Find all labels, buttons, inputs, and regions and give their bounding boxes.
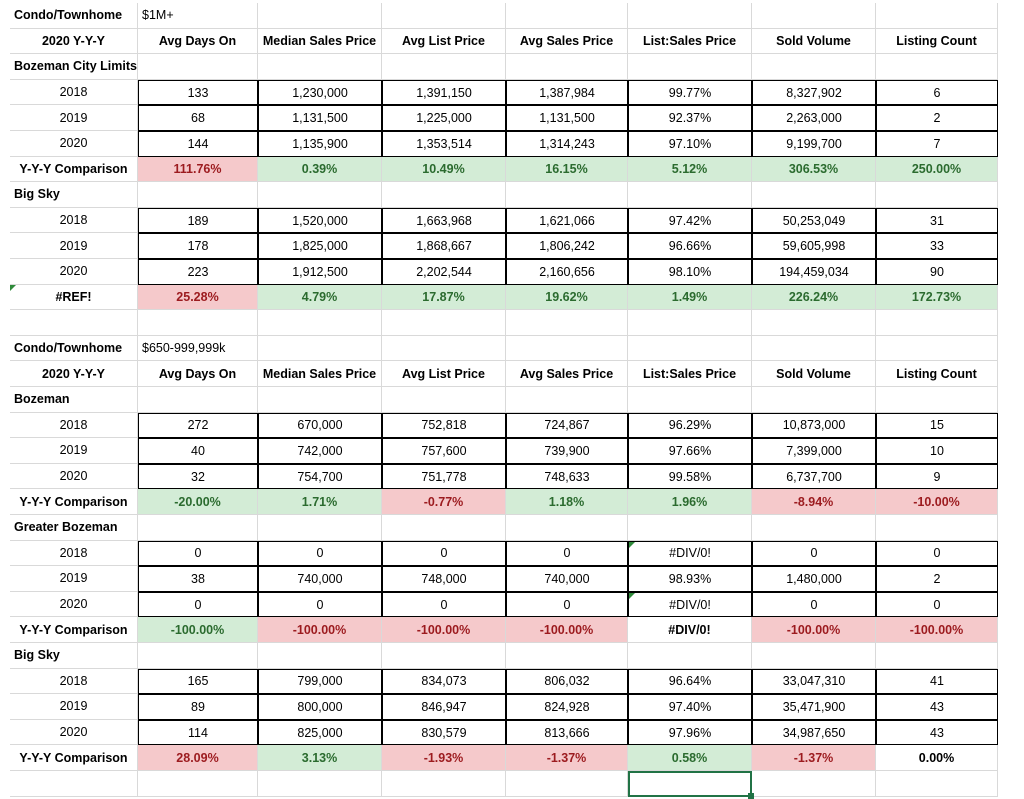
comparison-cell[interactable]: 28.09% (138, 745, 258, 771)
grid-cell[interactable] (876, 310, 998, 336)
grid-cell[interactable] (628, 54, 752, 80)
price-band-label[interactable]: $1M+ (138, 3, 258, 29)
area-name[interactable]: Big Sky (10, 182, 138, 208)
data-cell[interactable]: 740,000 (258, 566, 382, 592)
comparison-cell[interactable]: -1.93% (382, 745, 506, 771)
grid-cell[interactable] (628, 310, 752, 336)
grid-cell[interactable] (138, 387, 258, 413)
grid-cell[interactable] (752, 771, 876, 797)
data-cell[interactable]: 742,000 (258, 438, 382, 464)
data-cell[interactable]: 1,353,514 (382, 131, 506, 157)
grid-cell[interactable] (876, 54, 998, 80)
data-cell[interactable]: 2,263,000 (752, 105, 876, 131)
comparison-label[interactable]: Y-Y-Y Comparison (10, 745, 138, 771)
comparison-cell[interactable]: 1.18% (506, 489, 628, 515)
year-cell[interactable]: 2019 (10, 694, 138, 720)
grid-cell[interactable] (752, 387, 876, 413)
comparison-cell[interactable]: 19.62% (506, 285, 628, 311)
data-cell[interactable]: 59,605,998 (752, 233, 876, 259)
data-cell[interactable]: 0 (138, 592, 258, 618)
data-cell[interactable]: 133 (138, 80, 258, 106)
data-cell[interactable]: 114 (138, 720, 258, 746)
comparison-cell[interactable]: 5.12% (628, 157, 752, 183)
comparison-cell[interactable]: 16.15% (506, 157, 628, 183)
data-cell[interactable]: 670,000 (258, 413, 382, 439)
data-cell[interactable]: 223 (138, 259, 258, 285)
data-cell[interactable]: 834,073 (382, 669, 506, 695)
property-type-label[interactable]: Condo/Townhome (10, 3, 138, 29)
grid-cell[interactable] (138, 310, 258, 336)
comparison-cell[interactable]: 111.76% (138, 157, 258, 183)
column-header[interactable]: Listing Count (876, 29, 998, 55)
comparison-cell[interactable]: 4.79% (258, 285, 382, 311)
year-label[interactable]: 2020 Y-Y-Y (10, 29, 138, 55)
data-cell[interactable]: #DIV/0! (628, 592, 752, 618)
comparison-label[interactable]: #REF! (10, 285, 138, 311)
comparison-cell[interactable]: 0.39% (258, 157, 382, 183)
grid-cell[interactable] (382, 3, 506, 29)
data-cell[interactable]: 2 (876, 566, 998, 592)
data-cell[interactable]: 97.40% (628, 694, 752, 720)
comparison-cell[interactable]: #DIV/0! (628, 617, 752, 643)
grid-cell[interactable] (382, 54, 506, 80)
year-cell[interactable]: 2019 (10, 438, 138, 464)
data-cell[interactable]: 1,621,066 (506, 208, 628, 234)
price-band-label[interactable]: $650-999,999k (138, 336, 258, 362)
grid-cell[interactable] (506, 54, 628, 80)
column-header[interactable]: Sold Volume (752, 29, 876, 55)
data-cell[interactable]: 0 (752, 541, 876, 567)
comparison-cell[interactable]: 250.00% (876, 157, 998, 183)
grid-cell[interactable] (258, 387, 382, 413)
data-cell[interactable]: 43 (876, 720, 998, 746)
property-type-label[interactable]: Condo/Townhome (10, 336, 138, 362)
data-cell[interactable]: 9,199,700 (752, 131, 876, 157)
data-cell[interactable]: 38 (138, 566, 258, 592)
comparison-cell[interactable]: 17.87% (382, 285, 506, 311)
active-cell-selection[interactable] (628, 771, 752, 797)
grid-cell[interactable] (628, 515, 752, 541)
grid-cell[interactable] (876, 643, 998, 669)
data-cell[interactable]: 799,000 (258, 669, 382, 695)
data-cell[interactable]: 806,032 (506, 669, 628, 695)
data-cell[interactable]: 35,471,900 (752, 694, 876, 720)
year-cell[interactable]: 2020 (10, 592, 138, 618)
data-cell[interactable]: 89 (138, 694, 258, 720)
data-cell[interactable]: 34,987,650 (752, 720, 876, 746)
year-cell[interactable]: 2018 (10, 669, 138, 695)
grid-cell[interactable] (258, 336, 382, 362)
error-indicator-icon (629, 593, 635, 599)
grid-cell[interactable] (506, 771, 628, 797)
grid-cell[interactable] (752, 182, 876, 208)
data-cell[interactable]: 830,579 (382, 720, 506, 746)
data-cell[interactable]: 0 (138, 541, 258, 567)
comparison-cell[interactable]: 226.24% (752, 285, 876, 311)
data-cell[interactable]: 189 (138, 208, 258, 234)
grid-cell[interactable] (506, 387, 628, 413)
grid-cell[interactable] (10, 771, 138, 797)
data-cell[interactable]: 748,633 (506, 464, 628, 490)
data-cell[interactable]: 194,459,034 (752, 259, 876, 285)
year-cell[interactable]: 2020 (10, 259, 138, 285)
data-cell[interactable]: 751,778 (382, 464, 506, 490)
grid-cell[interactable] (258, 515, 382, 541)
data-cell[interactable]: 1,387,984 (506, 80, 628, 106)
comparison-cell[interactable]: 1.71% (258, 489, 382, 515)
data-cell[interactable]: 90 (876, 259, 998, 285)
comparison-cell[interactable]: -100.00% (506, 617, 628, 643)
column-header[interactable]: List:Sales Price (628, 361, 752, 387)
data-cell[interactable]: 1,131,500 (258, 105, 382, 131)
year-cell[interactable]: 2018 (10, 208, 138, 234)
grid-cell[interactable] (628, 387, 752, 413)
data-cell[interactable]: 740,000 (506, 566, 628, 592)
data-cell[interactable]: 813,666 (506, 720, 628, 746)
data-cell[interactable]: 1,131,500 (506, 105, 628, 131)
comparison-cell[interactable]: -0.77% (382, 489, 506, 515)
area-name[interactable]: Big Sky (10, 643, 138, 669)
comparison-cell[interactable]: -100.00% (382, 617, 506, 643)
data-cell[interactable]: 98.10% (628, 259, 752, 285)
data-cell[interactable]: 178 (138, 233, 258, 259)
grid-cell[interactable] (258, 3, 382, 29)
grid-cell[interactable] (876, 182, 998, 208)
column-header[interactable]: Median Sales Price (258, 361, 382, 387)
comparison-label[interactable]: Y-Y-Y Comparison (10, 157, 138, 183)
comparison-cell[interactable]: 172.73% (876, 285, 998, 311)
grid-cell[interactable] (138, 182, 258, 208)
data-cell[interactable]: 1,520,000 (258, 208, 382, 234)
data-cell[interactable]: 824,928 (506, 694, 628, 720)
data-cell[interactable]: 40 (138, 438, 258, 464)
year-label[interactable]: 2020 Y-Y-Y (10, 361, 138, 387)
data-cell[interactable]: 50,253,049 (752, 208, 876, 234)
data-cell[interactable]: 7,399,000 (752, 438, 876, 464)
grid-cell[interactable] (138, 515, 258, 541)
data-cell[interactable]: 31 (876, 208, 998, 234)
comparison-cell[interactable]: 306.53% (752, 157, 876, 183)
grid-cell[interactable] (752, 515, 876, 541)
comparison-label[interactable]: Y-Y-Y Comparison (10, 617, 138, 643)
data-cell[interactable]: 10 (876, 438, 998, 464)
grid-cell[interactable] (382, 182, 506, 208)
data-cell[interactable]: 0 (382, 541, 506, 567)
column-header[interactable]: Sold Volume (752, 361, 876, 387)
grid-cell[interactable] (876, 771, 998, 797)
grid-cell[interactable] (752, 54, 876, 80)
data-cell[interactable]: 8,327,902 (752, 80, 876, 106)
grid-cell[interactable] (138, 771, 258, 797)
data-cell[interactable]: 1,225,000 (382, 105, 506, 131)
grid-cell[interactable] (258, 182, 382, 208)
data-cell[interactable]: 15 (876, 413, 998, 439)
comparison-cell[interactable]: -100.00% (138, 617, 258, 643)
column-header[interactable]: List:Sales Price (628, 29, 752, 55)
comparison-cell[interactable]: -8.94% (752, 489, 876, 515)
column-header[interactable]: Listing Count (876, 361, 998, 387)
data-cell[interactable]: 33,047,310 (752, 669, 876, 695)
grid-cell[interactable] (382, 310, 506, 336)
year-cell[interactable]: 2018 (10, 541, 138, 567)
data-cell[interactable]: 33 (876, 233, 998, 259)
comparison-cell[interactable]: 10.49% (382, 157, 506, 183)
data-cell[interactable]: 0 (876, 541, 998, 567)
data-cell[interactable]: 757,600 (382, 438, 506, 464)
year-cell[interactable]: 2018 (10, 80, 138, 106)
comparison-cell[interactable]: -100.00% (258, 617, 382, 643)
data-cell[interactable]: 1,806,242 (506, 233, 628, 259)
data-cell[interactable]: #DIV/0! (628, 541, 752, 567)
year-cell[interactable]: 2020 (10, 464, 138, 490)
data-cell[interactable]: 0 (258, 592, 382, 618)
data-cell[interactable]: 1,135,900 (258, 131, 382, 157)
comparison-cell[interactable]: -100.00% (876, 617, 998, 643)
data-cell[interactable]: 748,000 (382, 566, 506, 592)
data-cell[interactable]: 68 (138, 105, 258, 131)
grid-cell[interactable] (628, 3, 752, 29)
comparison-cell[interactable]: -1.37% (752, 745, 876, 771)
comparison-cell[interactable]: 1.49% (628, 285, 752, 311)
data-cell[interactable]: 165 (138, 669, 258, 695)
data-cell[interactable]: 272 (138, 413, 258, 439)
year-cell[interactable]: 2019 (10, 233, 138, 259)
data-cell[interactable]: 96.66% (628, 233, 752, 259)
data-cell[interactable]: 2,202,544 (382, 259, 506, 285)
grid-cell[interactable] (382, 643, 506, 669)
data-cell[interactable]: 1,230,000 (258, 80, 382, 106)
grid-cell[interactable] (506, 182, 628, 208)
comparison-cell[interactable]: -10.00% (876, 489, 998, 515)
year-cell[interactable]: 2018 (10, 413, 138, 439)
data-cell[interactable]: 754,700 (258, 464, 382, 490)
data-cell[interactable]: 1,912,500 (258, 259, 382, 285)
data-cell[interactable]: 739,900 (506, 438, 628, 464)
grid-cell[interactable] (382, 336, 506, 362)
data-cell[interactable]: 1,480,000 (752, 566, 876, 592)
column-header[interactable]: Median Sales Price (258, 29, 382, 55)
comparison-cell[interactable]: -20.00% (138, 489, 258, 515)
grid-cell[interactable] (382, 387, 506, 413)
data-cell[interactable]: 96.29% (628, 413, 752, 439)
grid-cell[interactable] (506, 3, 628, 29)
data-cell[interactable]: 752,818 (382, 413, 506, 439)
data-cell[interactable]: 99.77% (628, 80, 752, 106)
area-name[interactable]: Greater Bozeman (10, 515, 138, 541)
grid-cell[interactable] (752, 336, 876, 362)
data-cell[interactable]: 0 (506, 541, 628, 567)
data-cell[interactable]: 2 (876, 105, 998, 131)
comparison-cell[interactable]: -100.00% (752, 617, 876, 643)
column-header[interactable]: Avg Sales Price (506, 361, 628, 387)
data-cell[interactable]: 96.64% (628, 669, 752, 695)
data-cell[interactable]: 1,663,968 (382, 208, 506, 234)
data-cell[interactable]: 97.10% (628, 131, 752, 157)
data-cell[interactable]: 1,868,667 (382, 233, 506, 259)
data-cell[interactable]: 97.66% (628, 438, 752, 464)
data-cell[interactable]: 724,867 (506, 413, 628, 439)
data-cell[interactable]: 1,314,243 (506, 131, 628, 157)
error-indicator-icon (10, 285, 16, 291)
area-name[interactable]: Bozeman (10, 387, 138, 413)
column-header[interactable]: Avg List Price (382, 361, 506, 387)
column-header[interactable]: Avg List Price (382, 29, 506, 55)
year-cell[interactable]: 2020 (10, 720, 138, 746)
grid-cell[interactable] (506, 643, 628, 669)
grid-cell[interactable] (258, 54, 382, 80)
comparison-cell[interactable]: 0.00% (876, 745, 998, 771)
comparison-cell[interactable]: 25.28% (138, 285, 258, 311)
data-cell[interactable]: 32 (138, 464, 258, 490)
comparison-cell[interactable]: 3.13% (258, 745, 382, 771)
grid-cell[interactable] (382, 515, 506, 541)
grid-cell[interactable] (876, 387, 998, 413)
grid-cell[interactable] (628, 643, 752, 669)
data-cell[interactable]: 43 (876, 694, 998, 720)
data-cell[interactable]: 10,873,000 (752, 413, 876, 439)
data-cell[interactable]: 6 (876, 80, 998, 106)
data-cell[interactable]: 1,825,000 (258, 233, 382, 259)
data-cell[interactable]: 9 (876, 464, 998, 490)
comparison-label[interactable]: Y-Y-Y Comparison (10, 489, 138, 515)
grid-cell[interactable] (876, 3, 998, 29)
grid-cell[interactable] (506, 310, 628, 336)
data-cell[interactable]: 0 (382, 592, 506, 618)
area-name[interactable]: Bozeman City Limits (10, 54, 138, 80)
grid-cell[interactable] (752, 643, 876, 669)
grid-cell[interactable] (258, 771, 382, 797)
comparison-cell[interactable]: 0.58% (628, 745, 752, 771)
grid-cell[interactable] (138, 54, 258, 80)
column-header[interactable]: Avg Days On (138, 29, 258, 55)
grid-cell[interactable] (506, 336, 628, 362)
data-cell[interactable]: 97.42% (628, 208, 752, 234)
year-cell[interactable]: 2020 (10, 131, 138, 157)
grid-cell[interactable] (752, 310, 876, 336)
data-cell[interactable]: 41 (876, 669, 998, 695)
grid-cell[interactable] (258, 310, 382, 336)
data-cell[interactable]: 825,000 (258, 720, 382, 746)
data-cell[interactable]: 846,947 (382, 694, 506, 720)
grid-cell[interactable] (138, 643, 258, 669)
data-cell[interactable]: 92.37% (628, 105, 752, 131)
grid-cell[interactable] (628, 336, 752, 362)
data-cell[interactable]: 7 (876, 131, 998, 157)
grid-cell[interactable] (506, 515, 628, 541)
data-cell[interactable]: 0 (506, 592, 628, 618)
data-cell[interactable]: 0 (258, 541, 382, 567)
grid-cell[interactable] (10, 310, 138, 336)
data-cell[interactable]: 97.96% (628, 720, 752, 746)
data-cell[interactable]: 1,391,150 (382, 80, 506, 106)
data-cell[interactable]: 2,160,656 (506, 259, 628, 285)
data-cell[interactable]: 144 (138, 131, 258, 157)
comparison-cell[interactable]: 1.96% (628, 489, 752, 515)
grid-cell[interactable] (258, 643, 382, 669)
year-cell[interactable]: 2019 (10, 105, 138, 131)
year-cell[interactable]: 2019 (10, 566, 138, 592)
grid-cell[interactable] (628, 182, 752, 208)
column-header[interactable]: Avg Days On (138, 361, 258, 387)
data-cell[interactable]: 99.58% (628, 464, 752, 490)
comparison-cell[interactable]: -1.37% (506, 745, 628, 771)
grid-cell[interactable] (876, 515, 998, 541)
data-cell[interactable]: 0 (876, 592, 998, 618)
data-cell[interactable]: 6,737,700 (752, 464, 876, 490)
data-cell[interactable]: 0 (752, 592, 876, 618)
grid-cell[interactable] (752, 3, 876, 29)
data-cell[interactable]: 800,000 (258, 694, 382, 720)
error-indicator-icon (629, 542, 635, 548)
grid-cell[interactable] (876, 336, 998, 362)
grid-cell[interactable] (382, 771, 506, 797)
data-cell[interactable]: 98.93% (628, 566, 752, 592)
column-header[interactable]: Avg Sales Price (506, 29, 628, 55)
